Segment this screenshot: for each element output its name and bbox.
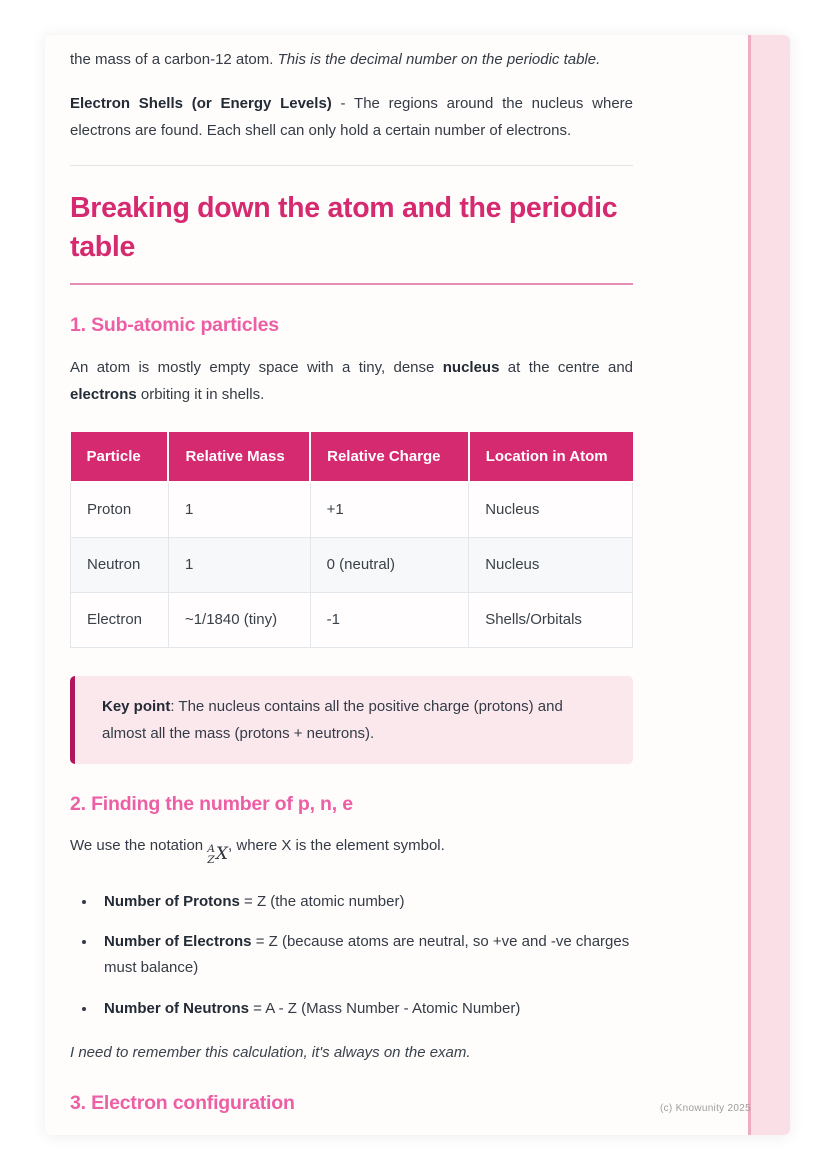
keypoint-label: Key point [102,697,171,715]
bullet-protons [97,889,633,915]
section1-text-mid: at the centre and [499,358,634,376]
cell-proton-charge: +1 [310,482,469,538]
cell-electron-mass: ~1/1840 (tiny) [168,592,310,647]
bullet-protons-text: = Z (the atomic number) [239,892,405,910]
nuclide-notation-formula [207,839,228,870]
personal-note: I need to remember this calculation, it's always on the exam. [70,1043,471,1061]
particles-table [70,432,633,648]
bullet-neutrons [97,996,633,1022]
col-header-relative-charge: Relative Charge [310,432,469,482]
watermark: (c) Knowunity 2025 [659,1103,751,1114]
cell-electron-charge: -1 [310,592,469,647]
cell-proton-mass: 1 [168,482,310,538]
cell-proton-name: Proton [71,482,169,538]
notation-text-post: , where X is the element symbol. [228,836,445,854]
bullet-neutrons-label: Number of Neutrons [104,999,250,1017]
bullet-electrons [97,929,633,982]
section1-heading: 1. Sub-atomic particles [70,313,279,336]
decorative-pink-strip [748,35,790,1135]
mass-number-a: A [207,842,215,855]
cell-electron-location: Shells/Orbitals [469,592,633,647]
section1-text-end: orbiting it in shells. [136,385,265,403]
table-row-electron [71,592,633,647]
table-row-neutron [71,537,633,592]
intro-p1-text: the mass of a carbon-12 atom. [70,51,278,68]
heading-underline [70,283,633,285]
cell-neutron-charge: 0 (neutral) [310,537,469,592]
electron-shells-term: Electron Shells (or Energy Levels) [70,95,332,112]
cell-electron-name: Electron [71,592,169,647]
atomic-number-z: Z [207,853,215,866]
cell-neutron-location: Nucleus [469,537,633,592]
intro-paragraph-1 [70,46,633,73]
mass-atomic-number-stack [207,844,215,866]
notation-paragraph [70,832,633,870]
element-symbol-x: X [215,844,229,865]
section1-text-start: An atom is mostly empty space with a tiny, dense [70,358,443,376]
section-divider [70,165,633,166]
table-header-row [71,432,633,482]
keypoint-callout [70,676,633,764]
bullet-neutrons-text: = A - Z (Mass Number - Atomic Number) [249,999,521,1017]
cell-neutron-name: Neutron [71,537,169,592]
col-header-relative-mass: Relative Mass [168,432,310,482]
nucleus-term: nucleus [442,358,500,376]
bullet-electrons-label: Number of Electrons [104,933,252,951]
table-row-proton [71,482,633,538]
electrons-term: electrons [70,385,137,403]
intro-p1-italic: This is the decimal number on the periodic table. [277,51,601,68]
notation-text-pre: We use the notation [70,836,208,854]
intro-paragraph-2 [70,90,633,144]
cell-neutron-mass: 1 [168,537,310,592]
cell-proton-location: Nucleus [469,482,633,538]
page-title: Breaking down the atom and the periodic table [70,192,618,264]
pne-bullet-list [97,889,633,1022]
bullet-protons-label: Number of Protons [104,892,240,910]
section3-heading: 3. Electron configuration [70,1091,295,1114]
document-content [70,46,633,1115]
col-header-particle: Particle [71,432,169,482]
electron-shells-definition: - The regions around the nucleus where electrons are found. Each shell can only hold a certain number of electrons. [70,95,633,139]
section2-heading: 2. Finding the number of p, n, e [70,792,353,815]
document-card [45,35,790,1135]
col-header-location: Location in Atom [469,432,633,482]
keypoint-text: : The nucleus contains all the positive charge (protons) and almost all the mass (protons + neutrons). [102,697,563,742]
section1-paragraph [70,354,633,408]
bullet-electrons-text: = Z (because atoms are neutral, so +ve and -ve charges must balance) [104,933,630,977]
